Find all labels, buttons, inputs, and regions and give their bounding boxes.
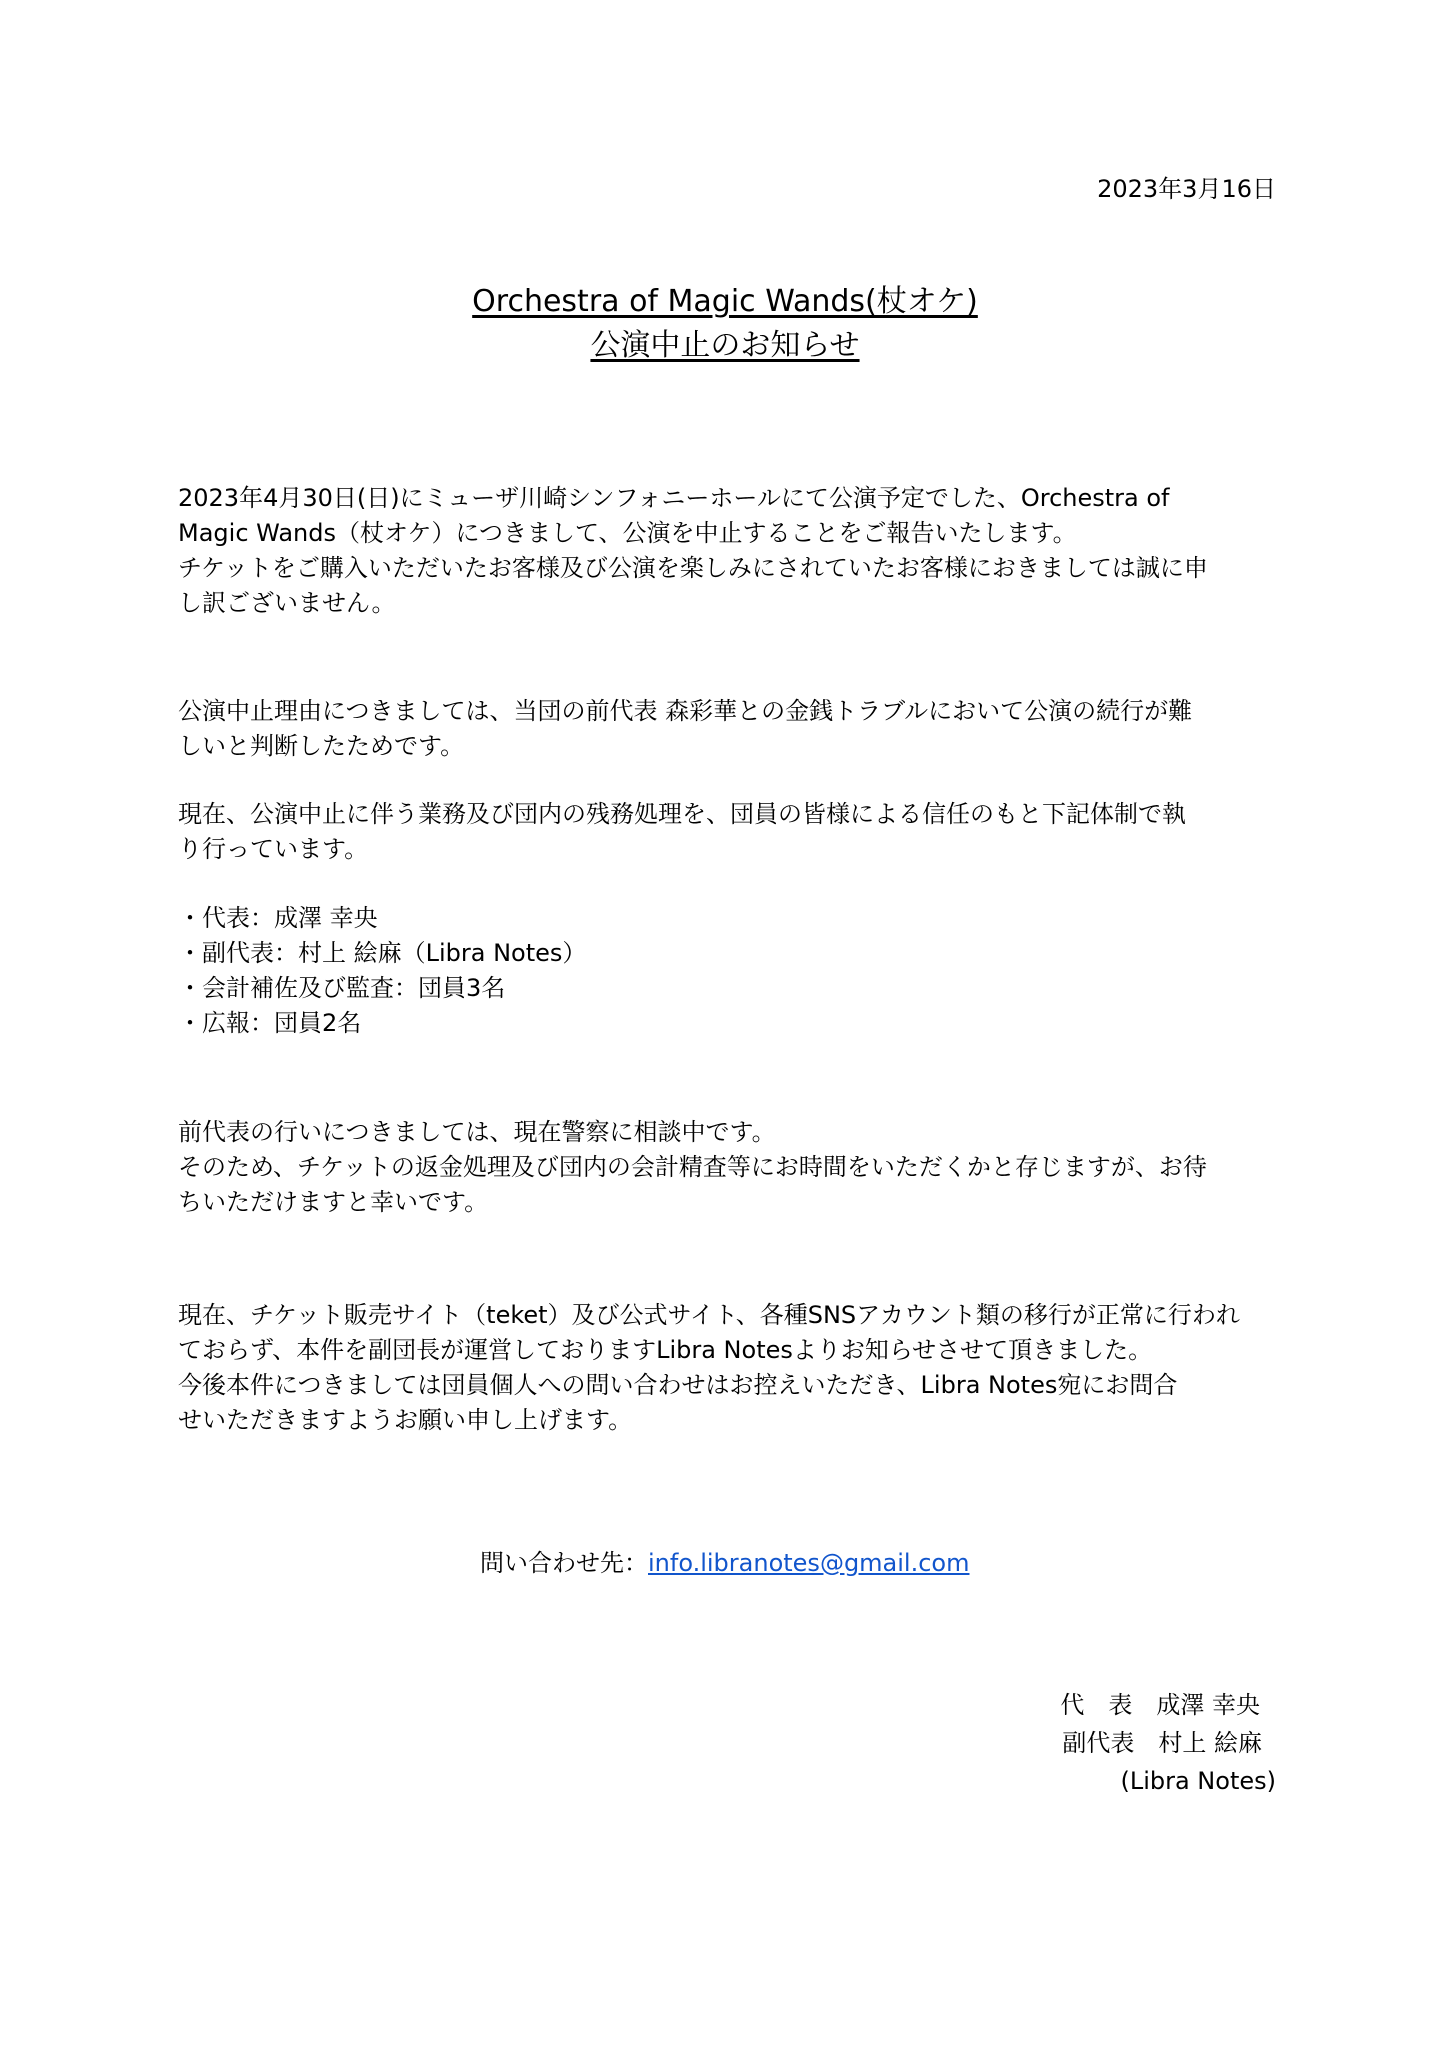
paragraph-line: しいと判断したためです。 — [178, 732, 465, 760]
signature-representative: 代 表 成澤 幸央 — [1060, 1691, 1260, 1719]
paragraph-line: 現在、公演中止に伴う業務及び団内の残務処理を、団員の皆様による信任のもと下記体制で執 — [178, 800, 1186, 828]
announcement-paragraph — [178, 481, 1278, 621]
contact-line — [480, 1546, 969, 1581]
reason-paragraph — [178, 694, 1278, 764]
former-representative-paragraph — [178, 1115, 1278, 1220]
migration-paragraph — [178, 1298, 1278, 1438]
paragraph-line: せいただきますようお願い申し上げます。 — [178, 1406, 633, 1434]
paragraph-line: 前代表の行いにつきましては、現在警察に相談中です。 — [178, 1118, 776, 1146]
paragraph-line: 今後本件につきましては団員個人への問い合わせはお控えいただき、Libra Notes宛にお問合 — [178, 1371, 1178, 1399]
paragraph-line: 現在、チケット販売サイト（teket）及び公式サイト、各種SNSアカウント類の移行が正常に行われ — [178, 1301, 1240, 1329]
contact-label: 問い合わせ先： — [480, 1549, 648, 1577]
signature-vice-representative: 副代表 村上 絵麻 — [1062, 1729, 1262, 1757]
structure-list — [178, 901, 1278, 1041]
document-subtitle: 公演中止のお知らせ — [590, 328, 860, 363]
signature-organization: (Libra Notes) — [1120, 1767, 1276, 1795]
paragraph-line: ちいただけますと幸いです。 — [178, 1188, 489, 1216]
paragraph-line: チケットをご購入いただいたお客様及び公演を楽しみにされていたお客様におきましては誠に申 — [178, 554, 1208, 582]
list-item: ・代表：成澤 幸央 — [178, 904, 378, 932]
list-item: ・会計補佐及び監査：団員3名 — [178, 974, 506, 1002]
paragraph-line: 2023年4月30日(日)にミューザ川崎シンフォニーホールにて公演予定でした、Orchestra of — [178, 484, 1170, 512]
contact-email-link[interactable]: info.libranotes@gmail.com — [648, 1549, 970, 1577]
paragraph-line: り行っています。 — [178, 835, 369, 863]
paragraph-line: 公演中止理由につきましては、当団の前代表 森彩華との金銭トラブルにおいて公演の続行が難 — [178, 697, 1193, 725]
paragraph-line: し訳ございません。 — [178, 589, 396, 617]
paragraph-line: ておらず、本件を副団長が運営しておりますLibra Notesよりお知らせさせて頂きました。 — [178, 1336, 1153, 1364]
list-item: ・広報：団員2名 — [178, 1009, 362, 1037]
paragraph-line: Magic Wands（杖オケ）につきまして、公演を中止することをご報告いたします。 — [178, 519, 1077, 547]
current-status-paragraph — [178, 797, 1278, 867]
list-item: ・副代表：村上 絵麻（Libra Notes） — [178, 939, 587, 967]
document-title: Orchestra of Magic Wands(杖オケ) — [472, 284, 978, 319]
paragraph-line: そのため、チケットの返金処理及び団内の会計精査等にお時間をいただくかと存じますが、お待 — [178, 1153, 1207, 1181]
document-date: 2023年3月16日 — [1097, 175, 1276, 203]
